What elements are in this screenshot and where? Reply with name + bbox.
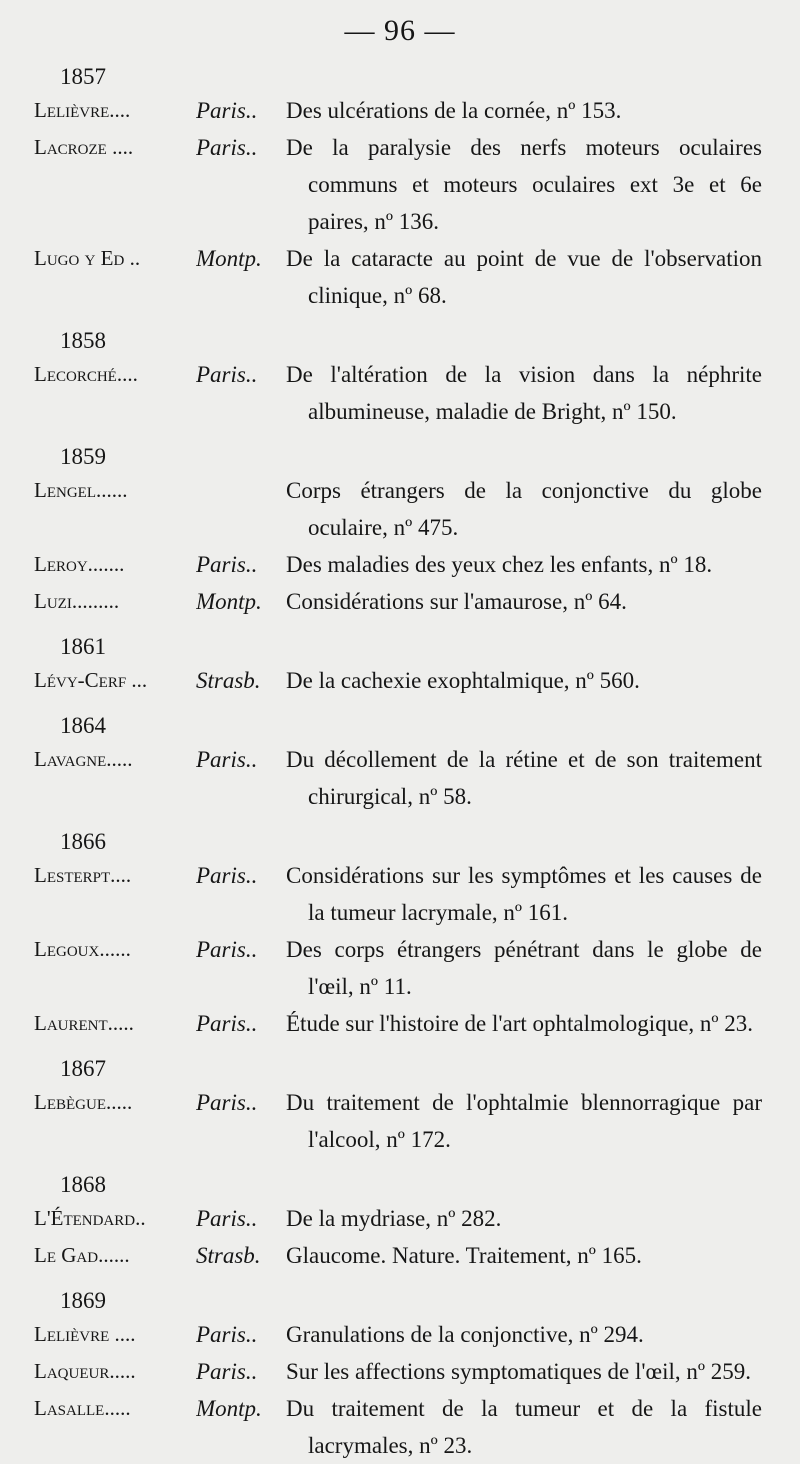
year-heading: 1859 (60, 444, 106, 469)
publication-place: Paris.. (196, 135, 258, 160)
author-name: Lengel...... (34, 478, 128, 502)
year-heading: 1857 (60, 64, 106, 89)
bibliography-entry (34, 662, 762, 699)
thesis-title: Sur les affections symptomatiques de l'œil, nº 259. (286, 1359, 752, 1384)
thesis-title: De l'altération de la vision dans la néphrite albumineuse, maladie de Bright, nº 150. (286, 362, 762, 424)
thesis-title: Considérations sur l'amaurose, nº 64. (286, 589, 627, 614)
thesis-title: Du décollement de la rétine et de son traitement chirurgical, nº 58. (286, 747, 762, 809)
publication-place: Paris.. (196, 1206, 258, 1231)
bibliography-entry (34, 356, 762, 430)
year-heading: 1864 (60, 713, 106, 738)
thesis-title: De la mydriase, nº 282. (286, 1206, 502, 1231)
page-number: — 96 — (344, 14, 456, 47)
author-name: Lelièvre.... (34, 98, 131, 122)
publication-place: Montp. (196, 246, 262, 271)
year-heading: 1861 (60, 634, 106, 659)
thesis-title: De la paralysie des nerfs moteurs oculaires communs et moteurs oculaires ext 3e et 6e paires, nº 136. (286, 135, 762, 234)
publication-place: Paris.. (196, 747, 258, 772)
bibliography-entry (34, 472, 762, 546)
bibliography-list (34, 62, 762, 1464)
author-name: Legoux...... (34, 937, 131, 961)
author-name: Laurent..... (34, 1011, 134, 1035)
bibliography-entry (34, 931, 762, 1005)
author-name: Lebègue..... (34, 1090, 133, 1114)
author-name: Lacroze .... (34, 135, 134, 159)
thesis-title: De la cachexie exophtalmique, nº 560. (286, 668, 640, 693)
bibliography-entry (34, 583, 762, 620)
bibliography-entry (34, 92, 762, 129)
bibliography-entry (34, 1084, 762, 1158)
publication-place: Paris.. (196, 98, 258, 123)
year-heading: 1869 (60, 1288, 106, 1313)
publication-place: Paris.. (196, 1359, 258, 1384)
thesis-title: Corps étrangers de la conjonctive du globe oculaire, nº 475. (286, 478, 762, 540)
bibliography-entry (34, 1390, 762, 1464)
bibliography-entry (34, 1353, 762, 1390)
thesis-title: Considérations sur les symptômes et les causes de la tumeur lacrymale, nº 161. (286, 863, 762, 925)
author-name: Leroy....... (34, 552, 125, 576)
author-name: Luzi......... (34, 589, 120, 613)
author-name: Lesterpt.... (34, 863, 132, 887)
author-name: Lévy-Cerf ... (34, 668, 148, 692)
publication-place (196, 472, 286, 546)
thesis-title: Des ulcérations de la cornée, nº 153. (286, 98, 622, 123)
year-heading: 1858 (60, 328, 106, 353)
author-name: Lelièvre .... (34, 1322, 136, 1346)
year-heading: 1867 (60, 1056, 106, 1081)
bibliography-entry (34, 741, 762, 815)
thesis-title: Des corps étrangers pénétrant dans le globe de l'œil, nº 11. (286, 937, 762, 999)
author-name: L'Étendard.. (34, 1206, 146, 1230)
publication-place: Paris.. (196, 552, 258, 577)
publication-place: Paris.. (196, 362, 258, 387)
author-name: Le Gad...... (34, 1243, 130, 1267)
publication-place: Paris.. (196, 1322, 258, 1347)
publication-place: Paris.. (196, 937, 258, 962)
bibliography-entry (34, 857, 762, 931)
publication-place: Strasb. (196, 668, 261, 693)
year-heading: 1866 (60, 829, 106, 854)
author-name: Lugo y Ed .. (34, 246, 141, 270)
thesis-title: Glaucome. Nature. Traitement, nº 165. (286, 1243, 642, 1268)
bibliography-entry (34, 546, 762, 583)
publication-place: Montp. (196, 589, 262, 614)
publication-place: Paris.. (196, 1090, 258, 1115)
publication-place: Paris.. (196, 863, 258, 888)
publication-place: Strasb. (196, 1243, 261, 1268)
publication-place: Montp. (196, 1396, 262, 1421)
bibliography-entry (34, 1200, 762, 1237)
author-name: Lasalle..... (34, 1396, 131, 1420)
bibliography-entry (34, 1316, 762, 1353)
thesis-title: De la cataracte au point de vue de l'observation clinique, nº 68. (286, 246, 762, 308)
bibliography-entry (34, 1237, 762, 1274)
thesis-title: Granulations de la conjonctive, nº 294. (286, 1322, 644, 1347)
author-name: Laqueur..... (34, 1359, 136, 1383)
thesis-title: Étude sur l'histoire de l'art ophtalmologique, nº 23. (286, 1011, 754, 1036)
author-name: Lecorché.... (34, 362, 138, 386)
thesis-title: Des maladies des yeux chez les enfants, nº 18. (286, 552, 713, 577)
publication-place: Paris.. (196, 1011, 258, 1036)
year-heading: 1868 (60, 1172, 106, 1197)
thesis-title: Du traitement de la tumeur et de la fistule lacrymales, nº 23. (286, 1396, 762, 1458)
author-name: Lavagne..... (34, 747, 133, 771)
bibliography-entry (34, 240, 762, 314)
bibliography-entry (34, 1005, 762, 1042)
bibliography-entry (34, 129, 762, 240)
thesis-title: Du traitement de l'ophtalmie blennorragique par l'alcool, nº 172. (286, 1090, 762, 1152)
